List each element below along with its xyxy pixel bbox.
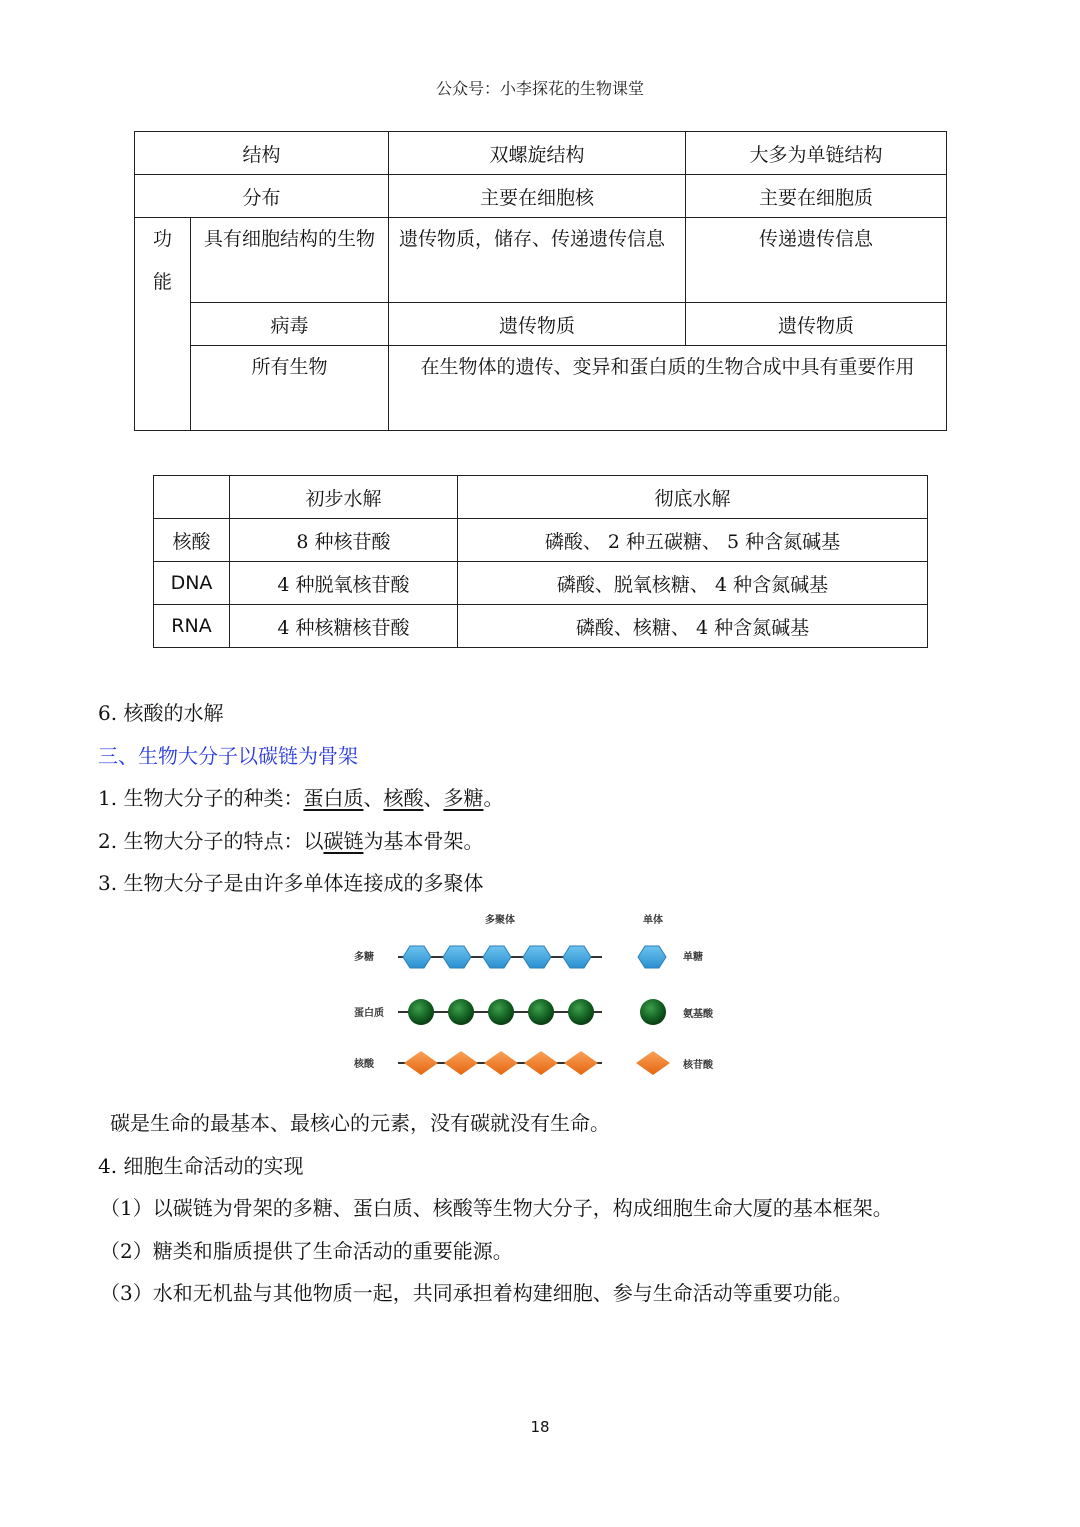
item-2-prefix: 2. 生物大分子的特点：以: [98, 829, 324, 853]
rna-distribution: 主要在细胞质: [686, 175, 947, 218]
amino-acid-sphere: [568, 999, 594, 1025]
glucose-hexagon: [443, 946, 471, 968]
header-complete-hydrolysis: 彻底水解: [458, 476, 928, 519]
nucleotide-diamond: [524, 1051, 558, 1075]
nucleic-acid-comparison-table: [134, 131, 947, 431]
row-label-structure: 结构: [135, 132, 389, 175]
item-2-carbon-chain: 碳链: [323, 829, 364, 853]
row-label: DNA: [154, 562, 230, 605]
glucose-hexagon: [563, 946, 591, 968]
item-4: 4. 细胞生命活动的实现: [98, 1154, 304, 1178]
table-row: [135, 175, 947, 218]
rna-structure: 大多为单链结构: [686, 132, 947, 175]
label-amino-acid: 氨基酸: [683, 1009, 713, 1020]
partial-hydrolysis-value: 4 种脱氧核苷酸: [230, 562, 458, 605]
row-label-virus: 病毒: [191, 303, 389, 346]
nucleotide-diamond: [444, 1051, 478, 1075]
row-label-function: 功能: [135, 218, 191, 431]
glucose-hexagon: [523, 946, 551, 968]
complete-hydrolysis-value: 磷酸、核糖、 4 种含氮碱基: [458, 605, 928, 648]
carbon-note: 碳是生命的最基本、最核心的元素，没有碳就没有生命。: [110, 1111, 610, 1135]
nucleic-acid-chain: [404, 1051, 598, 1075]
item-1-protein: 蛋白质: [303, 786, 364, 810]
item-4-2: （2）糖类和脂质提供了生命活动的重要能源。: [100, 1239, 513, 1263]
row-label-distribution: 分布: [135, 175, 389, 218]
row-label: RNA: [154, 605, 230, 648]
table-row: [135, 132, 947, 175]
polymer-monomer-diagram: [340, 905, 740, 1085]
item-1-sep: 、: [423, 786, 444, 810]
monosaccharide-hexagon: [638, 946, 666, 968]
item-1-end: 。: [483, 786, 504, 810]
row-label-cellular: 具有细胞结构的生物: [191, 218, 389, 303]
complete-hydrolysis-value: 磷酸、 2 种五碳糖、 5 种含氮碱基: [458, 519, 928, 562]
section-3-heading: 三、生物大分子以碳链为骨架: [98, 744, 358, 768]
label-protein: 蛋白质: [354, 1008, 384, 1019]
glucose-hexagon: [403, 946, 431, 968]
label-monosaccharide: 单糖: [683, 952, 703, 963]
table-row: [154, 605, 928, 648]
page-number: 18: [530, 1418, 550, 1436]
amino-acid-sphere: [408, 999, 434, 1025]
monomer-nucleotide-diamond: [636, 1051, 670, 1075]
partial-hydrolysis-value: 8 种核苷酸: [230, 519, 458, 562]
item-2-suffix: 为基本骨架。: [363, 829, 484, 853]
dna-structure: 双螺旋结构: [389, 132, 686, 175]
item-3: 3. 生物大分子是由许多单体连接成的多聚体: [98, 871, 484, 895]
row-label: 核酸: [154, 519, 230, 562]
item-1-polysaccharide: 多糖: [443, 786, 484, 810]
item-4-1: （1）以碳链为骨架的多糖、蛋白质、核酸等生物大分子，构成细胞生命大厦的基本框架。: [100, 1196, 893, 1220]
row-label-all: 所有生物: [191, 346, 389, 431]
header-polymer: 多聚体: [485, 915, 515, 926]
nucleotide-diamond: [484, 1051, 518, 1075]
header-empty: [154, 476, 230, 519]
hydrolysis-table: [153, 475, 928, 648]
item-1-sep: 、: [363, 786, 384, 810]
item-1-nucleic-acid: 核酸: [383, 786, 424, 810]
page-header: 公众号：小李探花的生物课堂: [435, 79, 644, 98]
rna-function-cellular: 传递遗传信息: [686, 218, 947, 303]
dna-function-cellular: 遗传物质，储存、传递遗传信息: [389, 218, 686, 303]
table-row: [135, 303, 947, 346]
item-4-3: （3）水和无机盐与其他物质一起，共同承担着构建细胞、参与生命活动等重要功能。: [100, 1281, 853, 1305]
item-1: [98, 782, 503, 811]
table-row: [154, 519, 928, 562]
section-6-title: 6. 核酸的水解: [98, 701, 224, 725]
polysaccharide-chain: [403, 946, 591, 968]
complete-hydrolysis-value: 磷酸、脱氧核糖、 4 种含氮碱基: [458, 562, 928, 605]
dna-distribution: 主要在细胞核: [389, 175, 686, 218]
nucleotide-diamond: [404, 1051, 438, 1075]
glucose-hexagon: [483, 946, 511, 968]
table-row: [135, 346, 947, 431]
item-2: [98, 825, 483, 854]
function-all: 在生物体的遗传、变异和蛋白质的生物合成中具有重要作用: [389, 346, 947, 431]
nucleotide-diamond: [564, 1051, 598, 1075]
label-polysaccharide: 多糖: [354, 952, 374, 963]
amino-acid-sphere: [488, 999, 514, 1025]
label-nucleotide: 核苷酸: [683, 1060, 713, 1071]
table-row: [154, 562, 928, 605]
dna-function-virus: 遗传物质: [389, 303, 686, 346]
partial-hydrolysis-value: 4 种核糖核苷酸: [230, 605, 458, 648]
header-partial-hydrolysis: 初步水解: [230, 476, 458, 519]
amino-acid-sphere: [448, 999, 474, 1025]
monomer-amino-acid-sphere: [640, 999, 666, 1025]
table-header-row: [154, 476, 928, 519]
header-monomer: 单体: [643, 915, 663, 926]
item-1-prefix: 1. 生物大分子的种类：: [98, 786, 304, 810]
table-row: [135, 218, 947, 303]
label-nucleic-acid: 核酸: [354, 1059, 374, 1070]
amino-acid-sphere: [528, 999, 554, 1025]
rna-function-virus: 遗传物质: [686, 303, 947, 346]
